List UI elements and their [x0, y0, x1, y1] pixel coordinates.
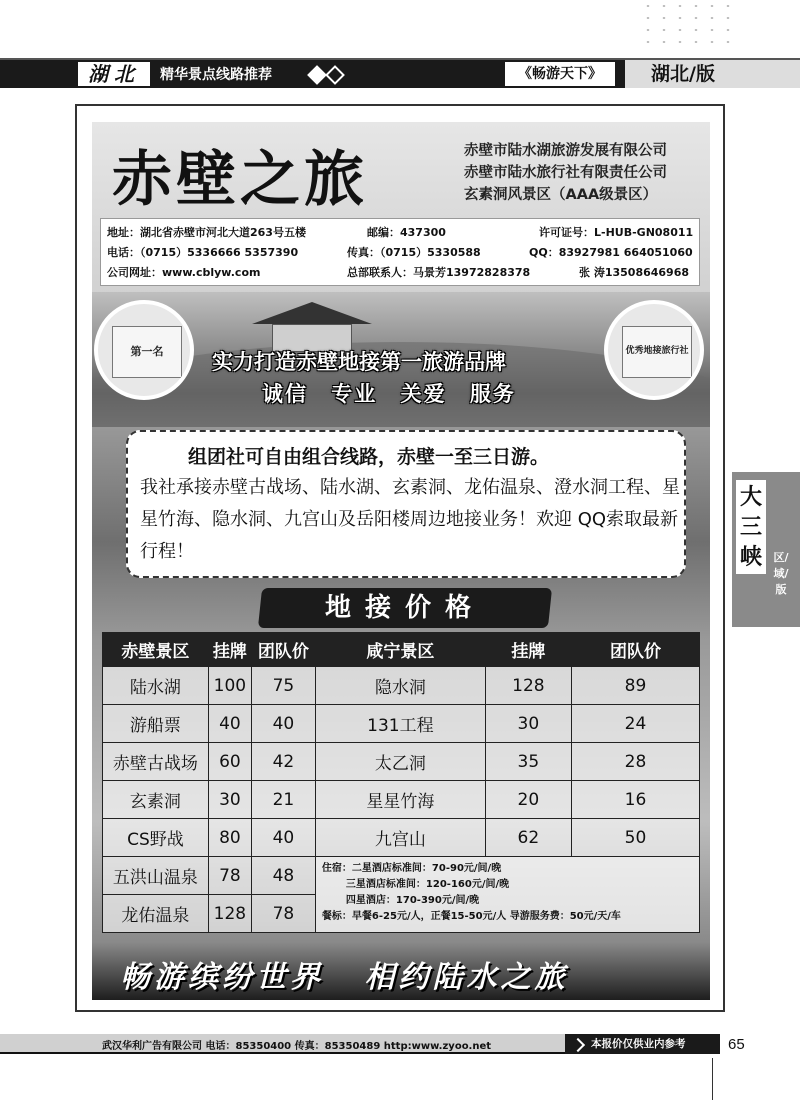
info-body: 我社承接赤壁古战场、陆水湖、玄素洞、龙佑温泉、澄水洞工程、星星竹海、隐水洞、九宫山及岳阳楼周边地接业务！欢迎 QQ索取最新行程！ — [140, 477, 680, 562]
page-number: 65 — [728, 1036, 745, 1053]
table-cell: 78 — [251, 895, 315, 933]
award-plaque-left — [94, 300, 194, 400]
magazine-name: 《畅游天下》 — [505, 62, 615, 86]
table-row — [103, 667, 700, 705]
table-cell: 40 — [251, 819, 315, 857]
contact-qq: QQ：83927981 664051060 — [529, 246, 693, 259]
table-cell: 30 — [485, 705, 571, 743]
contact-license: 许可证号：L-HUB-GN08011 — [539, 226, 694, 239]
table-cell: 20 — [485, 781, 571, 819]
table-cell: 陆水湖 — [103, 667, 209, 705]
table-cell: 28 — [571, 743, 699, 781]
contact-hq: 总部联系人：马景芳13972828378 — [347, 266, 531, 279]
note-line: 餐标：早餐6-25元/人，正餐15-50元/人 导游服务费：50元/天/车 — [321, 911, 621, 922]
plaque-text: 第一名 — [112, 326, 182, 378]
company-name: 赤壁市陆水旅行社有限责任公司 — [464, 165, 667, 181]
table-cell: 40 — [251, 705, 315, 743]
note-line: 四星酒店：170-390元/间/晚 — [345, 895, 480, 906]
slogan-main: 实力打造赤壁地接第一旅游品牌 — [212, 350, 506, 374]
table-cell: 50 — [571, 819, 699, 857]
table-cell: 100 — [208, 667, 251, 705]
diamond-icon — [307, 65, 327, 85]
column-header: 挂牌 — [208, 633, 251, 667]
advertisement — [75, 104, 725, 1012]
award-plaque-right — [604, 300, 704, 400]
table-cell: 128 — [485, 667, 571, 705]
pavilion-illustration — [252, 302, 372, 352]
footer-agency: 武汉华利广告有限公司 电话：85350400 传真：85350489 http:www.zyoo.net — [102, 1041, 492, 1052]
table-cell: 太乙洞 — [315, 743, 485, 781]
footer-disclaimer: 本报价仅供业内参考 — [565, 1034, 720, 1054]
company-name: 玄素洞风景区（AAA级景区） — [464, 187, 658, 203]
table-cell: 42 — [251, 743, 315, 781]
company-name: 赤壁市陆水湖旅游发展有限公司 — [464, 143, 667, 159]
side-tab-subtitle: 区/域/版 — [773, 551, 789, 596]
table-cell: 16 — [571, 781, 699, 819]
contact-box — [100, 218, 700, 286]
price-notes — [315, 857, 699, 933]
table-row — [103, 705, 700, 743]
table-row — [103, 819, 700, 857]
info-heading: 组团社可自由组合线路，赤壁一至三日游。 — [188, 446, 550, 468]
note-line: 三星酒店标准间：120-160元/间/晚 — [345, 879, 510, 890]
table-cell: CS野战 — [103, 819, 209, 857]
table-cell: 80 — [208, 819, 251, 857]
footer-slogan: 畅游缤纷世界 相约陆水之旅 — [120, 960, 569, 995]
decorative-dot-grid — [640, 0, 740, 52]
table-cell: 24 — [571, 705, 699, 743]
table-cell: 75 — [251, 667, 315, 705]
table-cell: 89 — [571, 667, 699, 705]
table-cell: 游船票 — [103, 705, 209, 743]
table-cell: 龙佑温泉 — [103, 895, 209, 933]
company-list — [464, 140, 667, 206]
table-cell: 玄素洞 — [103, 781, 209, 819]
divider — [712, 1058, 713, 1100]
contact-website: 公司网址：www.cblyw.com — [107, 266, 261, 279]
note-line: 住宿：二星酒店标准间：70-90元/间/晚 — [321, 863, 502, 874]
table-row — [103, 743, 700, 781]
column-header: 挂牌 — [485, 633, 571, 667]
table-cell: 35 — [485, 743, 571, 781]
table-cell: 赤壁古战场 — [103, 743, 209, 781]
table-cell: 48 — [251, 857, 315, 895]
contact-phone: 电话：（0715）5336666 5357390 — [107, 246, 299, 259]
table-cell: 62 — [485, 819, 571, 857]
table-cell: 40 — [208, 705, 251, 743]
contact-second: 张 涛13508646968 — [579, 266, 690, 279]
info-box — [126, 430, 686, 578]
column-header: 团队价 — [571, 633, 699, 667]
table-row — [103, 857, 700, 895]
table-row — [103, 781, 700, 819]
table-cell: 78 — [208, 857, 251, 895]
scenery-photo — [92, 292, 710, 427]
column-header: 咸宁景区 — [315, 633, 485, 667]
header-title: 精华景点线路推荐 — [160, 67, 272, 83]
diamond-outline-icon — [325, 65, 345, 85]
contact-postcode: 邮编：437300 — [367, 226, 446, 239]
contact-fax: 传真：（0715）5330588 — [347, 246, 481, 259]
table-cell: 131工程 — [315, 705, 485, 743]
header-region: 湖北 — [78, 62, 150, 86]
table-cell: 隐水洞 — [315, 667, 485, 705]
table-cell: 60 — [208, 743, 251, 781]
table-cell: 九宫山 — [315, 819, 485, 857]
column-header: 团队价 — [251, 633, 315, 667]
table-cell: 21 — [251, 781, 315, 819]
table-cell: 128 — [208, 895, 251, 933]
brand-title: 赤壁之旅 — [112, 145, 368, 215]
price-title: 地接价格 — [324, 593, 485, 623]
plaque-text: 优秀地接旅行社 — [622, 326, 692, 378]
edition-label: 湖北/版 — [625, 60, 800, 88]
side-tab-title: 大三峡 — [736, 480, 766, 574]
ad-background — [92, 122, 710, 1000]
header-bar — [0, 58, 800, 88]
column-header: 赤壁景区 — [103, 633, 209, 667]
contact-address: 地址：湖北省赤壁市河北大道263号五楼 — [107, 226, 306, 239]
footer-bar — [0, 1034, 720, 1054]
table-cell: 星星竹海 — [315, 781, 485, 819]
price-table — [102, 632, 700, 933]
table-header-row — [103, 633, 700, 667]
slogan-values: 诚信 专业 关爱 服务 — [262, 382, 516, 406]
side-tab — [732, 472, 800, 627]
table-cell: 30 — [208, 781, 251, 819]
table-cell: 五洪山温泉 — [103, 857, 209, 895]
